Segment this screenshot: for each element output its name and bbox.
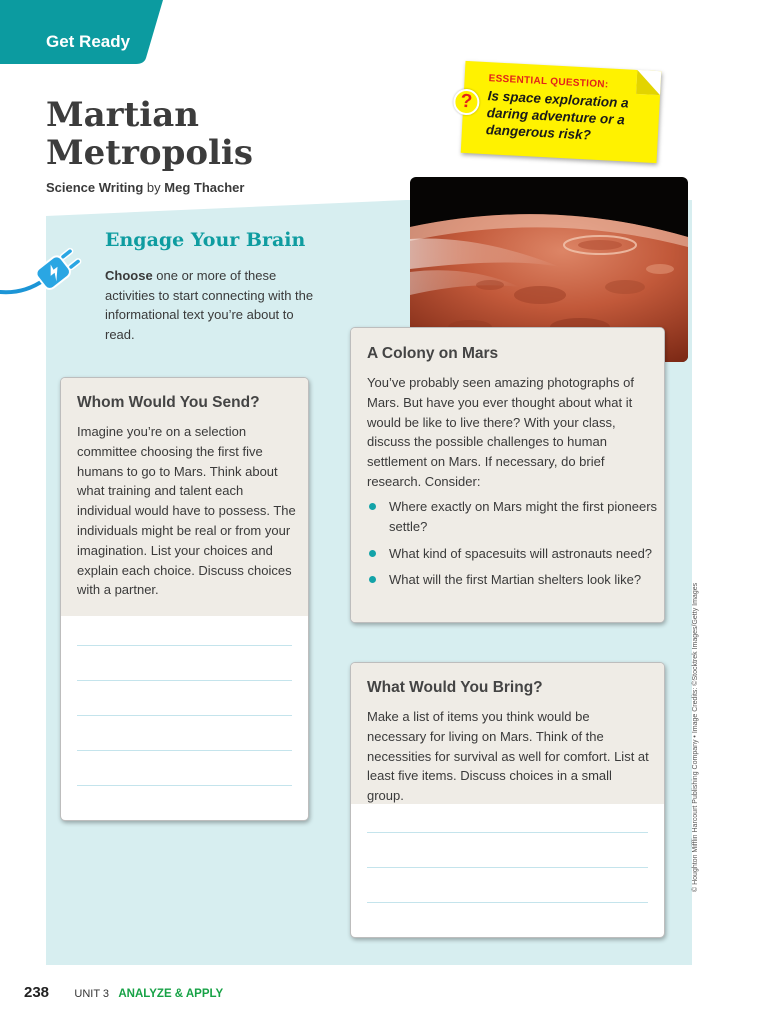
card-body: You’ve probably seen amazing photographs of Mars. But have you ever thought about what it would be like to live there? With your class, discuss the possible challenges to human settlement on Mars. If necessary, do brief research. Consider: <box>367 375 634 489</box>
activity-card-whom-send <box>60 377 309 821</box>
card-title: What Would You Bring? <box>367 679 543 696</box>
page-number: 238 <box>24 984 50 1001</box>
card-title: Whom Would You Send? <box>77 394 260 411</box>
author: Meg Thacher <box>164 180 245 195</box>
writing-line[interactable] <box>77 715 292 716</box>
list-item-text: What will the first Martian shelters look like? <box>389 572 642 588</box>
writing-line[interactable] <box>367 867 648 868</box>
question-mark-icon: ? <box>453 88 480 115</box>
unit-label: UNIT 3 <box>74 988 110 1000</box>
consider-list <box>367 497 662 597</box>
essential-question-text: Is space exploration a daring adventure or a dangerous risk? <box>485 88 630 143</box>
by-word: by <box>146 180 161 195</box>
bullet-dot-icon <box>369 576 376 583</box>
bullet-dot-icon <box>369 550 376 557</box>
plug-icon <box>0 236 100 304</box>
choose-word: Choose <box>105 268 153 283</box>
note-fold <box>636 70 661 95</box>
bullet-dot-icon <box>369 503 376 510</box>
card-body: Make a list of items you think would be necessary for living on Mars. Think of the necessities for survival as well for comfort. List at least five items. Discuss choices in a small group. <box>367 709 649 804</box>
title-line-1: Martian <box>46 95 199 135</box>
byline <box>46 180 244 195</box>
writing-line[interactable] <box>77 750 292 751</box>
activity-card-colony <box>350 327 665 623</box>
essential-question-label: ESSENTIAL QUESTION: <box>488 73 609 91</box>
list-item-text: What kind of spacesuits will astronauts need? <box>389 545 653 561</box>
engage-title: Engage Your Brain <box>105 229 306 251</box>
list-item <box>367 497 662 537</box>
list-item <box>367 544 662 564</box>
writing-line[interactable] <box>367 902 648 903</box>
section-label: ANALYZE & APPLY <box>118 988 224 1000</box>
genre: Science Writing <box>46 180 144 195</box>
writing-line[interactable] <box>77 645 292 646</box>
list-item <box>367 570 662 590</box>
essential-question-note <box>461 61 662 163</box>
title-line-2: Metropolis <box>46 133 253 173</box>
article-title <box>46 96 253 172</box>
writing-line[interactable] <box>367 832 648 833</box>
activity-card-bring <box>350 662 665 938</box>
list-item-text: Where exactly on Mars might the first pioneers settle? <box>389 499 658 534</box>
writing-line[interactable] <box>77 680 292 681</box>
card-body: Imagine you’re on a selection committee choosing the first five humans to go to Mars. Think about what training and talent each individual would have to possess. The individuals might be real or from your imagination. List your choices and explain each choice. Discuss choices with a partner. <box>77 424 296 598</box>
page-footer <box>24 984 223 1001</box>
section-tab-label: Get Ready <box>46 32 131 51</box>
engage-instructions-text: one or more of these activities to start connecting with the informational text you’re about to read. <box>105 268 314 342</box>
engage-instructions <box>105 266 325 344</box>
card-title: A Colony on Mars <box>367 345 499 362</box>
writing-line[interactable] <box>77 785 292 786</box>
image-credit: © Houghton Mifflin Harcourt Publishing Company • Image Credits: ©Stocktrek Images/Getty Images <box>692 582 699 892</box>
